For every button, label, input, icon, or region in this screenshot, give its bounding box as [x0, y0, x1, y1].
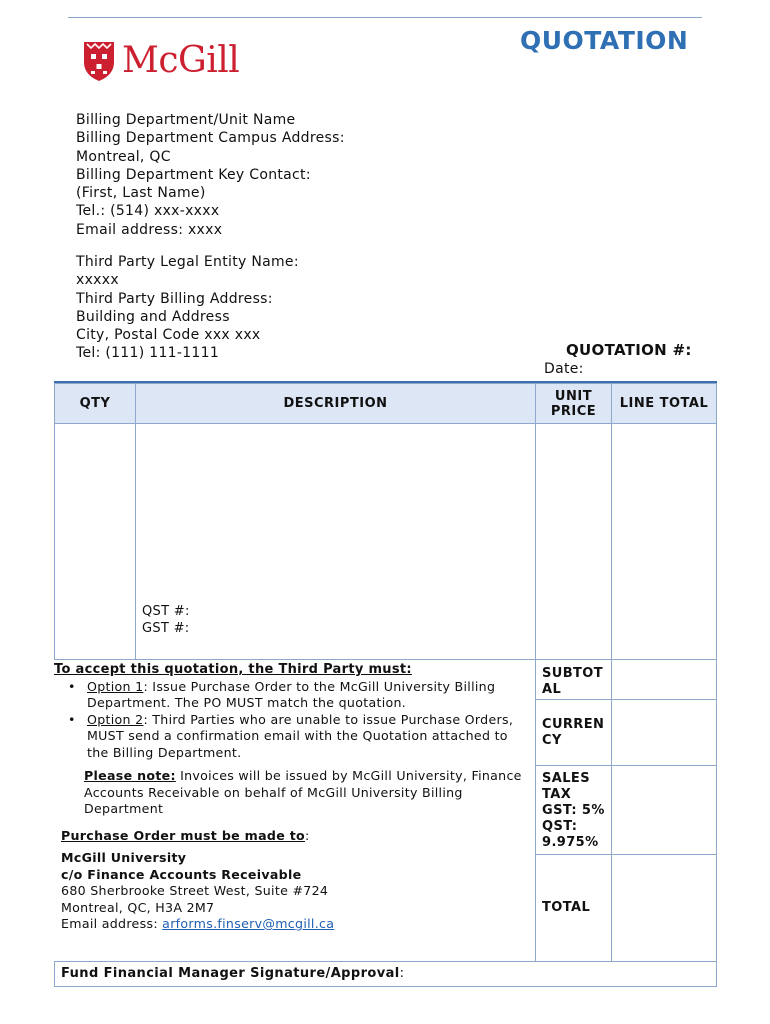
- description-cell[interactable]: [135, 423, 536, 660]
- note-text: Invoices will be issued by McGill University, Finance Accounts Receivable on behalf of McGill University Billing Department: [84, 768, 522, 816]
- unit-price-line-1: UNIT: [554, 388, 593, 404]
- quotation-date-label: Date:: [544, 361, 584, 377]
- po-heading: Purchase Order must be made to: [61, 827, 305, 843]
- unit-price-line-2: PRICE: [550, 403, 597, 419]
- tax-numbers: [142, 603, 190, 637]
- billing-line: (First, Last Name): [76, 185, 206, 202]
- column-header-line-total: LINE TOTAL: [611, 383, 717, 424]
- sales-tax-label: [535, 765, 612, 855]
- note-paragraph: [54, 768, 532, 818]
- org-line-3: 680 Sherbrooke Street West, Suite #724: [61, 883, 329, 898]
- column-header-unit-price: [535, 383, 612, 424]
- option-2-text: : Third Parties who are unable to issue Purchase Orders, MUST send a confirmation email with the Quotation attached to the Billing Department.: [87, 711, 514, 760]
- sales-tax-line-2: TAX: [542, 787, 572, 802]
- shield-icon: [82, 40, 116, 82]
- po-heading-colon: :: [305, 827, 310, 843]
- document-title: QUOTATION: [520, 26, 689, 55]
- column-header-qty: QTY: [54, 383, 136, 424]
- currency-label: [535, 699, 612, 766]
- billing-line: Tel.: (514) xxx-xxxx: [76, 203, 220, 220]
- gst-label: GST #:: [142, 621, 190, 636]
- billing-line: Montreal, QC: [76, 148, 171, 165]
- third-party-line: Building and Address: [76, 308, 230, 325]
- email-link[interactable]: arforms.finserv@mcgill.ca: [162, 916, 335, 931]
- signature-label: Fund Financial Manager Signature/Approval: [61, 966, 400, 981]
- mcgill-logo: [82, 40, 239, 82]
- email-prefix: Email address:: [61, 916, 163, 931]
- unit-price-cell[interactable]: [535, 423, 612, 660]
- third-party-line: Third Party Legal Entity Name:: [76, 254, 299, 270]
- sales-tax-line-5: 9.975%: [542, 835, 599, 850]
- sales-tax-value[interactable]: [611, 765, 717, 855]
- sales-tax-line-4: QST:: [542, 819, 578, 834]
- org-line-4: Montreal, QC, H3A 2M7: [61, 899, 215, 915]
- total-text: TOTAL: [542, 900, 591, 915]
- total-value[interactable]: [611, 854, 717, 962]
- top-rule: [68, 17, 702, 18]
- third-party-line: xxxxx: [76, 272, 119, 289]
- subtotal-line-2: AL: [542, 682, 562, 697]
- subtotal-value[interactable]: [611, 659, 717, 700]
- option-1-text: : Issue Purchase Order to the McGill University Billing Department. The PO MUST match the quotation.: [87, 678, 496, 710]
- signature-row[interactable]: [54, 961, 717, 987]
- sales-tax-line-1: SALES: [542, 771, 590, 786]
- billing-line: Billing Department Campus Address:: [76, 130, 345, 147]
- third-party-line: Tel: (111) 111-1111: [76, 345, 220, 362]
- billing-line: Billing Department Key Contact:: [76, 166, 311, 183]
- sales-tax-line-3: GST: 5%: [542, 803, 605, 818]
- bullet-icon: •: [68, 678, 76, 694]
- org-line-1: McGill University: [61, 850, 187, 865]
- subtotal-label: [535, 659, 612, 700]
- po-address-block: [54, 850, 532, 933]
- third-party-line: City, Postal Code xxx xxx: [76, 327, 261, 344]
- option-2-item: [54, 712, 532, 762]
- email-line: [61, 916, 532, 933]
- currency-line-1: CURREN: [542, 717, 605, 732]
- currency-line-2: CY: [542, 733, 562, 748]
- quotation-number-label: QUOTATION #:: [566, 341, 692, 359]
- org-line-2: c/o Finance Accounts Receivable: [61, 866, 302, 882]
- note-label: Please note:: [84, 768, 176, 783]
- column-header-description: DESCRIPTION: [135, 383, 536, 424]
- option-2-label: Option 2: [87, 711, 144, 727]
- option-1-label: Option 1: [87, 678, 144, 694]
- signature-colon: :: [399, 966, 405, 981]
- line-total-cell[interactable]: [611, 423, 717, 660]
- billing-address-block: [76, 111, 345, 239]
- option-1-item: [54, 679, 532, 712]
- qty-cell[interactable]: [54, 423, 136, 660]
- bullet-icon: •: [68, 711, 76, 727]
- third-party-line: Third Party Billing Address:: [76, 290, 273, 307]
- billing-line: Email address: xxxx: [76, 221, 223, 238]
- total-label: [535, 854, 612, 962]
- terms-heading: To accept this quotation, the Third Party must:: [54, 662, 412, 677]
- po-heading-line: [54, 828, 532, 845]
- billing-line: Billing Department/Unit Name: [76, 112, 296, 128]
- currency-value[interactable]: [611, 699, 717, 766]
- subtotal-line-1: SUBTOT: [542, 666, 604, 681]
- third-party-address-block: [76, 253, 299, 363]
- terms-section: [54, 662, 532, 933]
- logo-wordmark: McGill: [122, 40, 240, 81]
- qst-label: QST #:: [142, 604, 190, 619]
